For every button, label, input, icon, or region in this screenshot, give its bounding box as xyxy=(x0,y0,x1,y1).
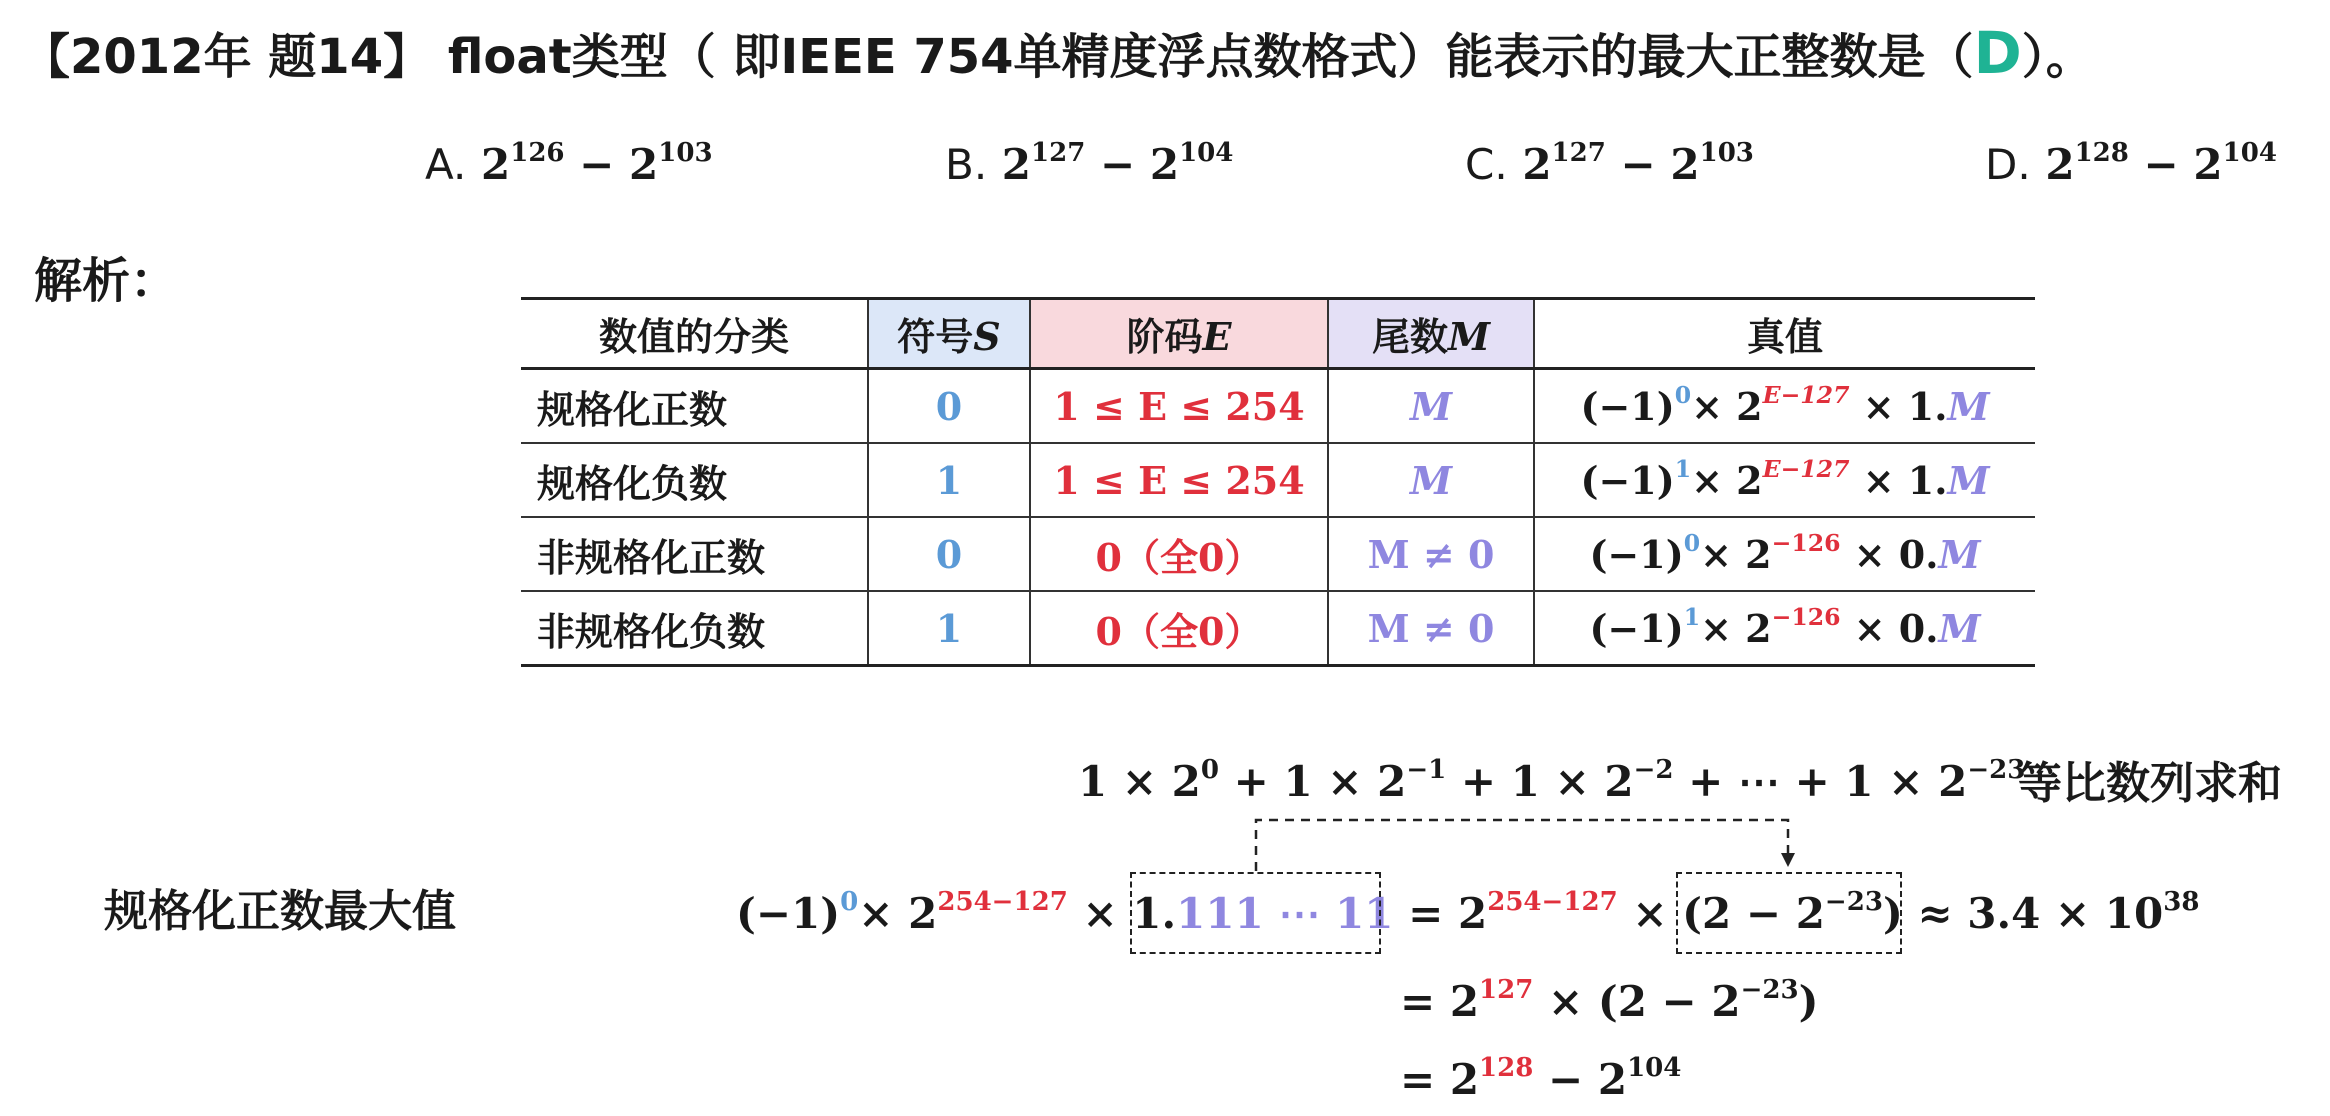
table-row xyxy=(521,369,2035,444)
option-b: B. $2^{127} - 2^{104}$ xyxy=(945,137,1234,189)
header-mantissa: 尾数M xyxy=(1328,299,1534,369)
max-value-line3: = $2^{128} - 2^{104}$ xyxy=(1400,1052,1682,1104)
question-text: 【2012年 题14】 float类型（ 即IEEE 754单精度浮点数格式）能表示的最大正整数是（ xyxy=(22,29,1974,85)
dashed-arrow xyxy=(1240,815,1800,875)
max-value-label: 规格化正数最大值 xyxy=(104,886,456,937)
option-c: C. $2^{127} - 2^{103}$ xyxy=(1465,137,1754,189)
sum-dashed-box xyxy=(1676,872,1902,954)
row-exponent: 1 ≤ E ≤ 254 xyxy=(1030,369,1328,444)
row-value: $(-1)^0\times 2^{-126} \times 0.M$ xyxy=(1534,517,2035,591)
row-exponent: 1 ≤ E ≤ 254 xyxy=(1030,443,1328,517)
option-a: A. $2^{126} - 2^{103}$ xyxy=(425,137,713,189)
series-note: 等比数列求和 xyxy=(2018,758,2282,809)
header-value: 真值 xyxy=(1534,299,2035,369)
row-value: $(-1)^0\times 2^{E-127} \times 1.M$ xyxy=(1534,369,2035,444)
header-sign: 符号S xyxy=(868,299,1030,369)
question-suffix: ）。 xyxy=(2021,29,2094,85)
mantissa-dashed-box xyxy=(1130,872,1381,954)
max-value-line2: = $2^{127} \times (2 - 2^{-23})$ xyxy=(1400,974,1819,1026)
arrowhead-icon xyxy=(1781,853,1795,867)
row-value: $(-1)^1\times 2^{E-127} \times 1.M$ xyxy=(1534,443,2035,517)
row-category: 规格化负数 xyxy=(521,443,868,517)
float-classification-table xyxy=(521,297,2035,667)
answer-letter: D xyxy=(1973,19,2022,87)
row-category: 规格化正数 xyxy=(521,369,868,444)
option-d: D. $2^{128} - 2^{104}$ xyxy=(1985,137,2277,189)
row-mantissa: M ≠ 0 xyxy=(1328,591,1534,666)
table-row xyxy=(521,443,2035,517)
row-category: 非规格化负数 xyxy=(521,591,868,666)
table-row xyxy=(521,517,2035,591)
geometric-series: $1 \times 2^0 + 1 \times 2^{-1} + 1 \times 2^{-2}$ + ⋯ + $1 \times 2^{-23}$ xyxy=(1078,754,2026,806)
row-sign: 0 xyxy=(868,369,1030,444)
max-value-line1: $(-1)^0\times 2^{254-127} \times 1.111$ ⋯ $11 = 2^{254-127} \times (2 - 2^{-23}) \approx 3.4 \times 10^{38}$ xyxy=(736,886,2200,938)
header-exponent: 阶码E xyxy=(1030,299,1328,369)
row-value: $(-1)^1\times 2^{-126} \times 0.M$ xyxy=(1534,591,2035,666)
row-category: 非规格化正数 xyxy=(521,517,868,591)
table-row xyxy=(521,591,2035,666)
row-mantissa: M ≠ 0 xyxy=(1328,517,1534,591)
header-category: 数值的分类 xyxy=(521,299,868,369)
table-header-row xyxy=(521,299,2035,369)
question-title xyxy=(22,18,2094,92)
analysis-heading: 解析： xyxy=(34,253,179,309)
row-sign: 0 xyxy=(868,517,1030,591)
row-mantissa: M xyxy=(1328,369,1534,444)
row-mantissa: M xyxy=(1328,443,1534,517)
row-exponent: 0（全0） xyxy=(1030,591,1328,666)
row-sign: 1 xyxy=(868,591,1030,666)
row-exponent: 0（全0） xyxy=(1030,517,1328,591)
row-sign: 1 xyxy=(868,443,1030,517)
